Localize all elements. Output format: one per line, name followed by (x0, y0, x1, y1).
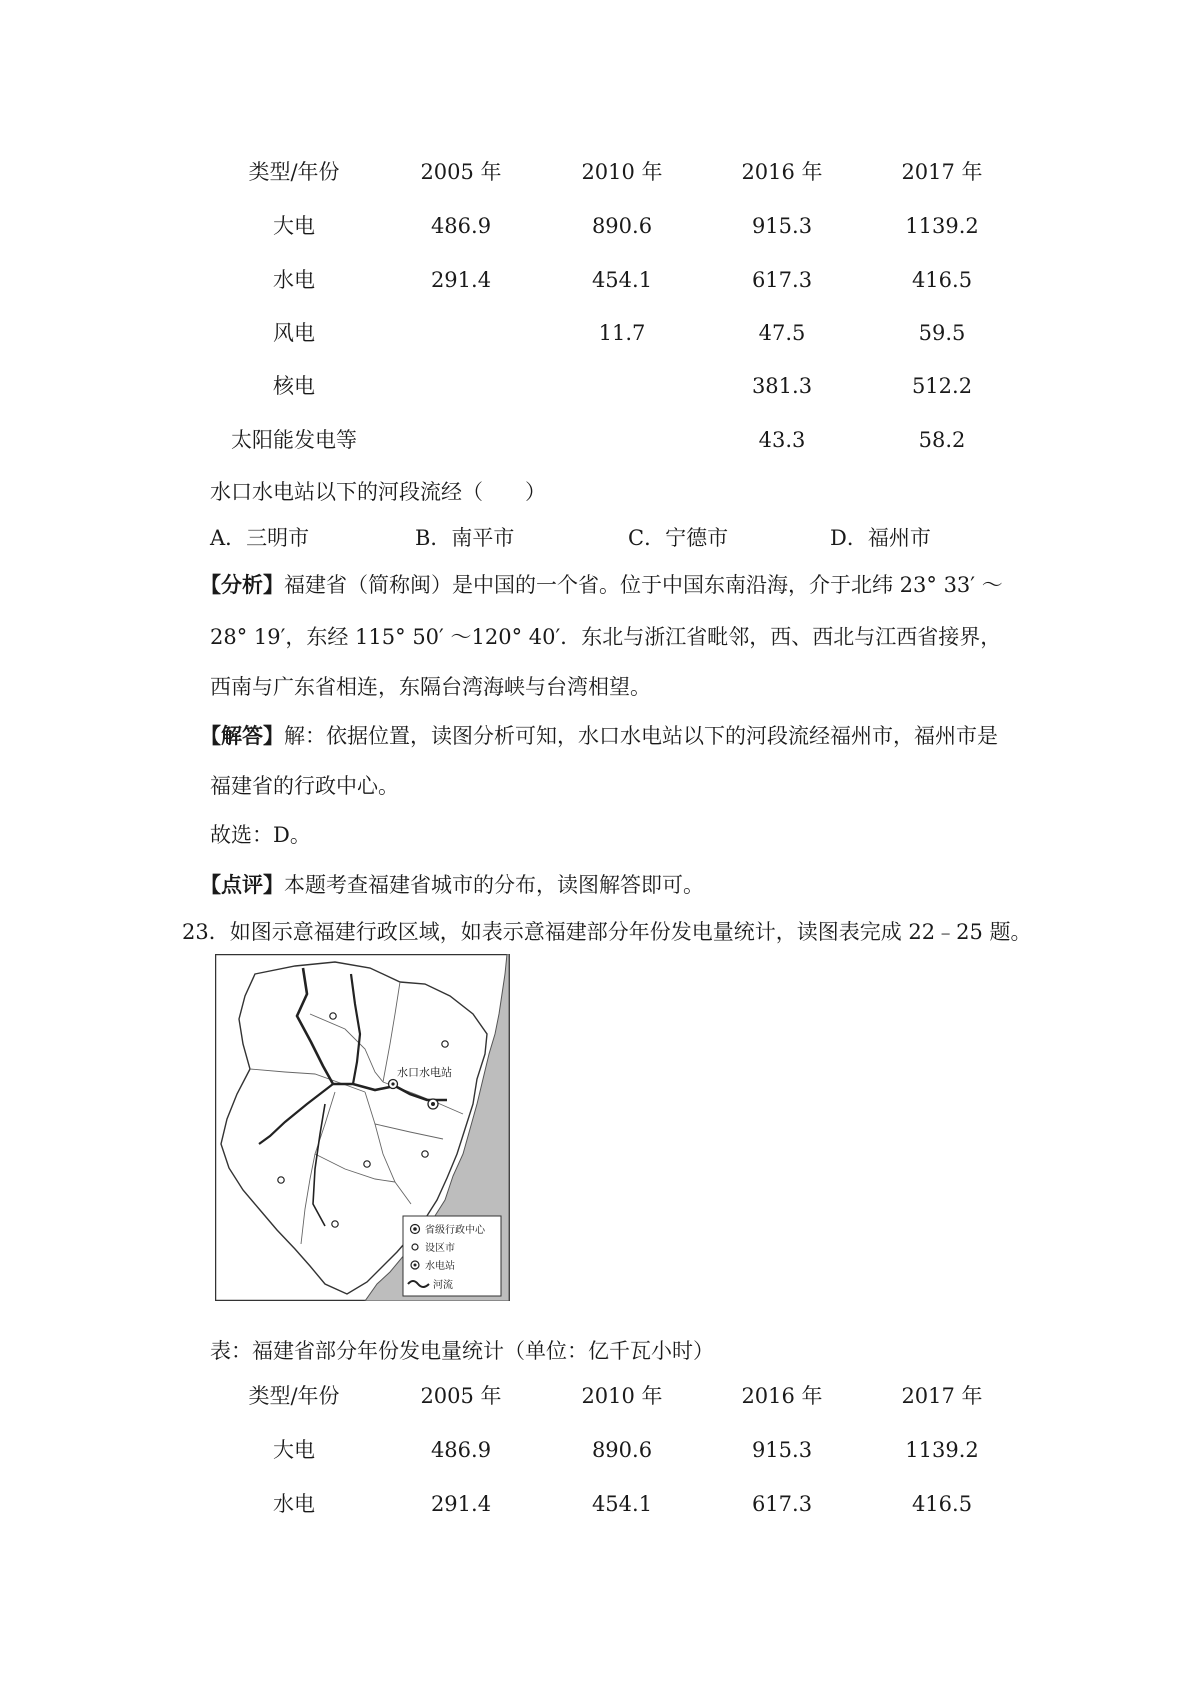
table-cell: 416.5 (911, 1492, 973, 1516)
option-b: B．南平市 (415, 526, 515, 550)
option-c: C．宁德市 (628, 526, 729, 550)
analysis-text: 福建省（简称闽）是中国的一个省。位于中国东南沿海，介于北纬 23° 33′ ～ (284, 573, 1003, 597)
header-cell: 2005 年 (420, 160, 502, 184)
header-cell: 2017 年 (901, 1384, 983, 1408)
table-row (0, 1430, 1200, 1470)
table-cell: 291.4 (430, 1492, 492, 1516)
answer-tag: 【解答】 (200, 723, 284, 748)
table-cell: 11.7 (598, 321, 646, 345)
city-dot (330, 1013, 336, 1019)
legend-city-icon (412, 1244, 418, 1250)
table-cell: 风电 (273, 321, 315, 345)
header-cell: 2005 年 (420, 1384, 502, 1408)
analysis-line-2: 28° 19′，东经 115° 50′ ～120° 40′．东北与浙江省毗邻，西、西北与江西省接界， (210, 625, 1002, 649)
table-cell: 416.5 (911, 268, 973, 292)
table-cell: 大电 (273, 1438, 315, 1462)
table-cell: 915.3 (751, 214, 813, 238)
header-cell: 2010 年 (581, 160, 663, 184)
table-cell: 454.1 (591, 1492, 653, 1516)
question-options (210, 523, 1030, 553)
question-text: 水口水电站以下的河段流经（ ） (210, 480, 546, 504)
table-cell: 890.6 (591, 214, 653, 238)
header-cell: 2016 年 (741, 160, 823, 184)
table-cell: 291.4 (430, 268, 492, 292)
table-cell: 486.9 (430, 1438, 492, 1462)
analysis-line-1 (200, 570, 1020, 600)
capital-icon-core (431, 1102, 435, 1106)
legend-item: 水电站 (425, 1261, 455, 1272)
table-header-row (0, 1376, 1200, 1416)
city-dot (442, 1041, 448, 1047)
answer-text: 解：依据位置，读图分析可知，水口水电站以下的河段流经福州市，福州市是 (284, 724, 998, 748)
header-cell: 类型/年份 (248, 160, 340, 184)
review-line (200, 870, 1020, 900)
city-dot (332, 1221, 338, 1227)
table-row (0, 420, 1200, 460)
table-cell: 890.6 (591, 1438, 653, 1462)
hydro-station-core (391, 1082, 394, 1085)
review-text: 本题考查福建省城市的分布，读图解答即可。 (284, 873, 704, 897)
table-cell: 43.3 (758, 428, 806, 452)
city-dot (422, 1151, 428, 1157)
header-cell: 2016 年 (741, 1384, 823, 1408)
table-cell: 617.3 (751, 1492, 813, 1516)
header-cell: 2010 年 (581, 1384, 663, 1408)
answer-line-2: 福建省的行政中心。 (210, 774, 399, 798)
answer-choice: 故选：D。 (210, 823, 311, 847)
header-cell: 2017 年 (901, 160, 983, 184)
table-cell: 1139.2 (905, 214, 979, 238)
table-row (0, 366, 1200, 406)
table-cell: 太阳能发电等 (231, 428, 357, 452)
answer-line-1 (200, 721, 1020, 751)
table-cell: 47.5 (758, 321, 806, 345)
fujian-map-graphic (215, 954, 510, 1301)
table-row (0, 313, 1200, 353)
table-cell: 915.3 (751, 1438, 813, 1462)
table-cell: 58.2 (918, 428, 966, 452)
table-cell: 512.2 (911, 374, 973, 398)
table-cell: 381.3 (751, 374, 813, 398)
table-cell: 454.1 (591, 268, 653, 292)
fujian-map (215, 954, 510, 1301)
city-dot (278, 1177, 284, 1183)
legend-item: 设区市 (425, 1243, 455, 1254)
table-cell: 59.5 (918, 321, 966, 345)
station-label: 水口水电站 (397, 1067, 452, 1079)
table-cell: 水电 (273, 1492, 315, 1516)
legend-item: 河流 (433, 1280, 453, 1291)
legend-item: 省级行政中心 (425, 1225, 485, 1236)
table-cell: 617.3 (751, 268, 813, 292)
table-cell: 486.9 (430, 214, 492, 238)
table-row (0, 1484, 1200, 1524)
table-caption: 表：福建省部分年份发电量统计（单位：亿千瓦小时） (210, 1339, 714, 1363)
review-tag: 【点评】 (200, 872, 284, 897)
table-cell: 水电 (273, 268, 315, 292)
header-cell: 类型/年份 (248, 1384, 340, 1408)
table-cell: 1139.2 (905, 1438, 979, 1462)
table-cell: 大电 (273, 214, 315, 238)
table-cell: 核电 (273, 374, 315, 398)
option-a: A．三明市 (210, 526, 310, 550)
table-header-row (0, 152, 1200, 192)
analysis-line-3: 西南与广东省相连，东隔台湾海峡与台湾相望。 (210, 675, 651, 699)
analysis-tag: 【分析】 (200, 572, 284, 597)
question-23: 23．如图示意福建行政区域，如表示意福建部分年份发电量统计，读图表完成 22﹣25 题。 (182, 920, 1032, 944)
table-row (0, 206, 1200, 246)
city-dot (364, 1161, 370, 1167)
table-row (0, 260, 1200, 300)
option-d: D．福州市 (830, 526, 931, 550)
